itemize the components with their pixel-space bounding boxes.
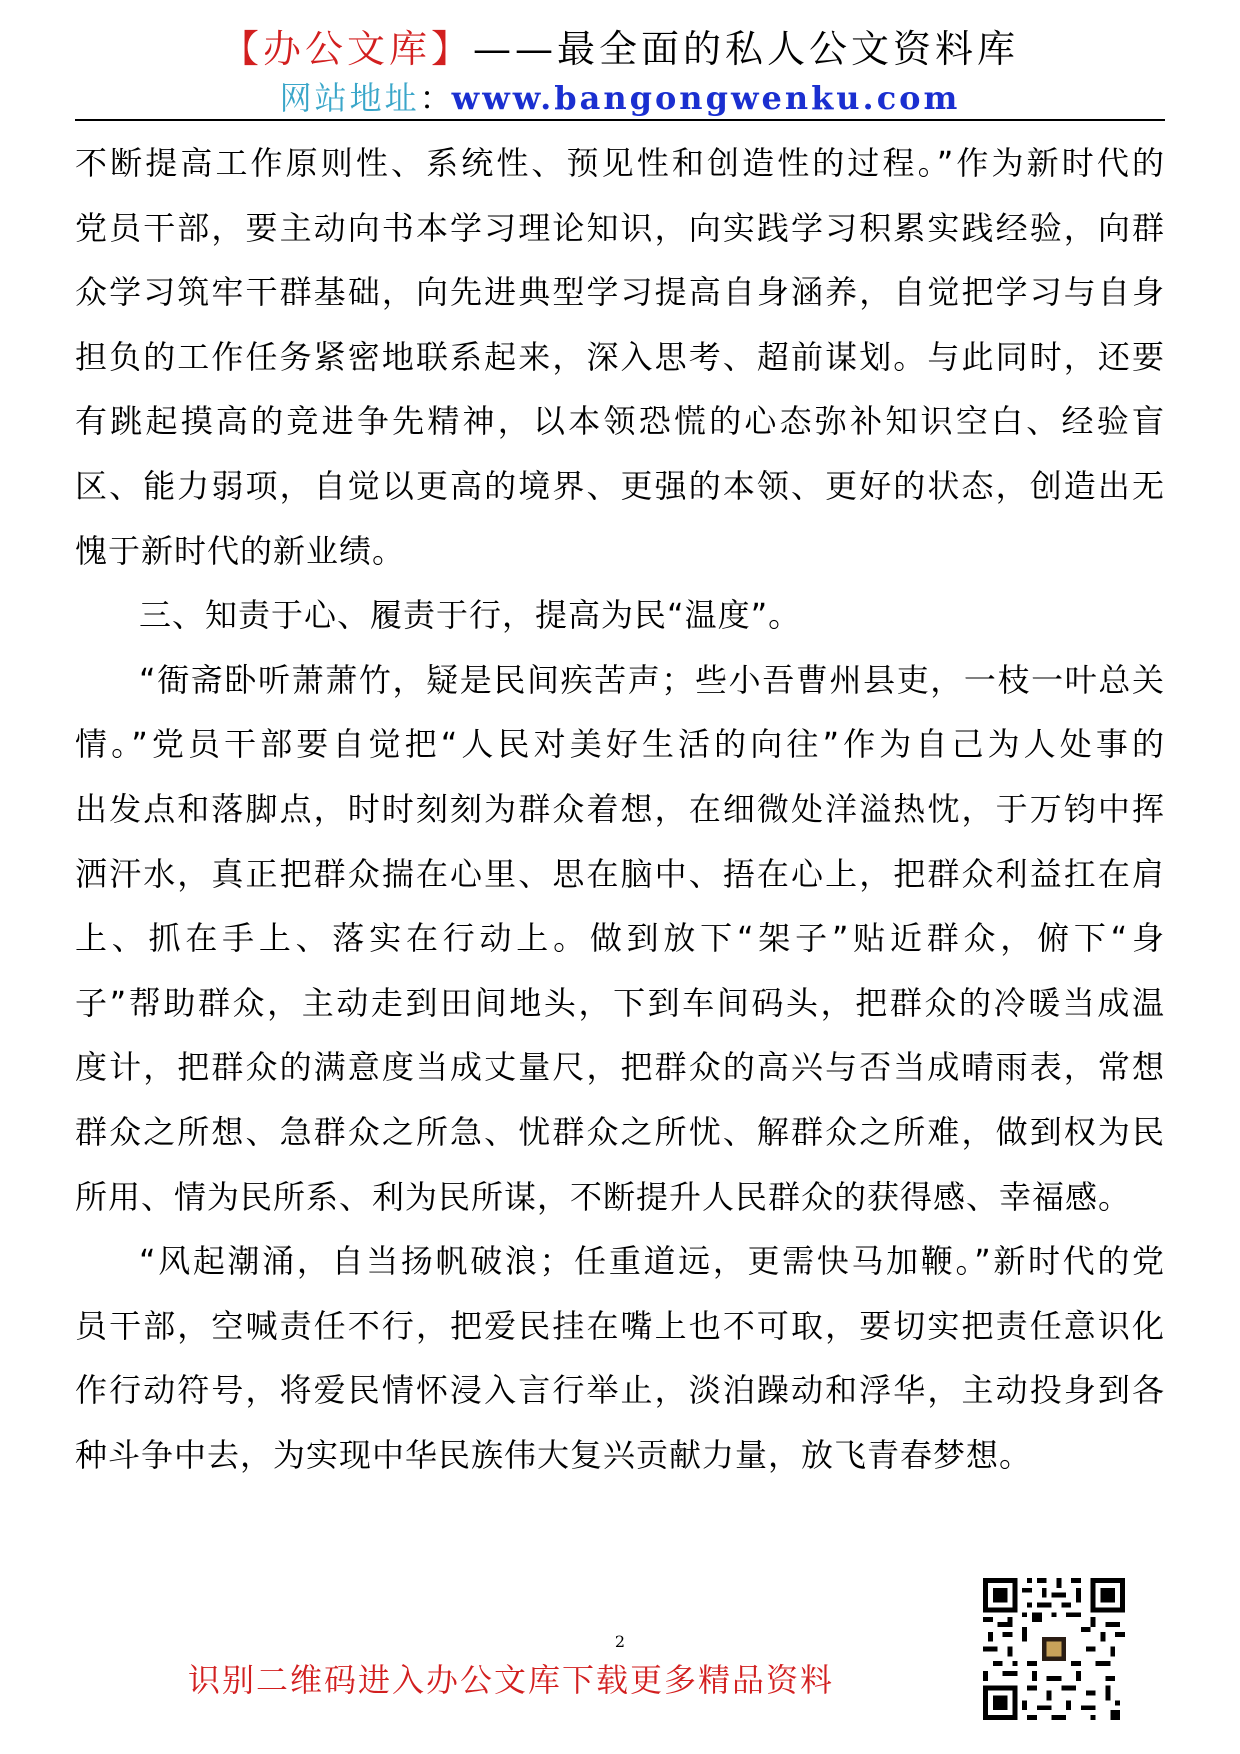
body-line: “衙斋卧听萧萧竹，疑是民间疾苦声；些小吾曹州县吏，一枝一叶总关	[139, 660, 1165, 699]
body-line: 所用、情为民所系、利为民所谋，不断提升人民群众的获得感、幸福感。	[75, 1177, 1132, 1216]
body-line: 子”帮助群众，主动走到田间地头，下到车间码头，把群众的冷暖当成温	[75, 983, 1165, 1022]
body-line: 众学习筑牢干群基础，向先进典型学习提高自身涵养，自觉把学习与自身	[75, 273, 1165, 312]
body-line: 愧于新时代的新业绩。	[75, 531, 406, 570]
header-slogan: ——最全面的私人公文资料库	[473, 27, 1020, 71]
body-line: 度计，把群众的满意度当成丈量尺，把群众的高兴与否当成晴雨表，常想	[75, 1048, 1165, 1087]
body-line: 洒汗水，真正把群众揣在心里、思在脑中、捂在心上，把群众利益扛在肩	[75, 854, 1165, 893]
body-line: 员干部，空喊责任不行，把爱民挂在嘴上也不可取，要切实把责任意识化	[75, 1306, 1165, 1345]
body-line: 情。”党员干部要自觉把“人民对美好生活的向往”作为自己为人处事的	[75, 725, 1165, 764]
body-line: 群众之所想、急群众之所急、忧群众之所忧、解群众之所难，做到权为民	[75, 1112, 1165, 1151]
section-heading: 三、知责于心、履责于行，提高为民“温度”。	[139, 596, 802, 635]
body-line: 党员干部，要主动向书本学习理论知识，向实践学习积累实践经验，向群	[75, 208, 1165, 247]
body-line: 出发点和落脚点，时时刻刻为群众着想，在细微处洋溢热忱，于万钧中挥	[75, 789, 1165, 828]
body-line: 区、能力弱项，自觉以更高的境界、更强的本领、更好的状态，创造出无	[75, 466, 1165, 505]
qr-code-icon[interactable]	[983, 1578, 1125, 1720]
header-divider	[75, 119, 1165, 121]
body-line: 上、抓在手上、落实在行动上。做到放下“架子”贴近群众，俯下“身	[75, 919, 1165, 958]
header-title	[0, 22, 1240, 76]
body-line: “风起潮涌，自当扬帆破浪；任重道远，更需快马加鞭。”新时代的党	[139, 1242, 1165, 1281]
body-line: 担负的工作任务紧密地联系起来，深入思考、超前谋划。与此同时，还要	[75, 337, 1165, 376]
website-colon: ：	[419, 79, 452, 117]
website-label: 网站地址	[279, 79, 420, 117]
website-url[interactable]: www.bangongwenku.com	[451, 79, 961, 117]
body-line: 种斗争中去，为实现中华民族伟大复兴贡献力量，放飞青春梦想。	[75, 1435, 1033, 1474]
footer-promo: 识别二维码进入办公文库下载更多精品资料	[188, 1661, 835, 1699]
body-line: 作行动符号，将爱民情怀浸入言行举止，淡泊躁动和浮华，主动投身到各	[75, 1371, 1165, 1410]
document-body	[75, 131, 1165, 1487]
page-number: 2	[614, 1632, 626, 1651]
body-line: 有跳起摸高的竞进争先精神，以本领恐慌的心态弥补知识空白、经验盲	[75, 402, 1165, 441]
header-brand: 【办公文库】	[220, 27, 473, 71]
body-line: 不断提高工作原则性、系统性、预见性和创造性的过程。”作为新时代的	[75, 144, 1165, 182]
header-website	[0, 76, 1240, 120]
